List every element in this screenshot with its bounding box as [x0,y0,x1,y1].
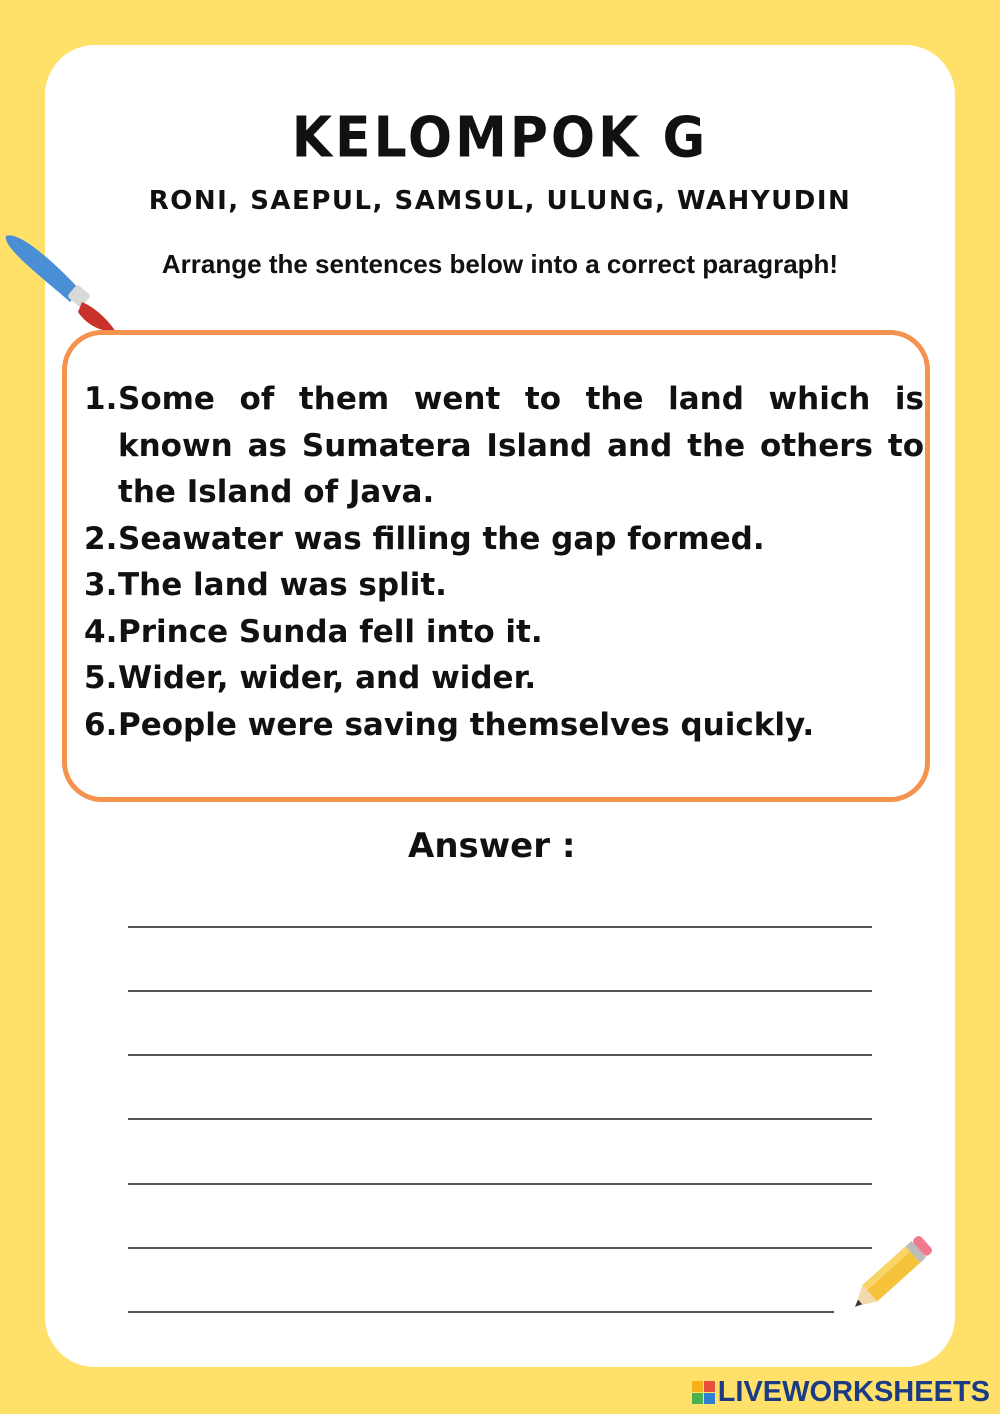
page-title: KELOMPOK G [291,105,709,171]
sentence-text: Seawater was filling the gap formed. [118,520,765,557]
sentence-list [84,376,924,748]
list-item[interactable] [84,702,924,749]
footer-brand[interactable] [692,1376,990,1409]
list-item[interactable] [84,655,924,702]
answer-line-3[interactable] [128,1054,872,1056]
sentence-text: Prince Sunda fell into it. [118,613,543,650]
item-number: 5. [84,660,118,696]
sentence-text: Wider, wider, and wider. [118,660,537,696]
answer-label: Answer : [408,826,576,866]
answer-line-7[interactable] [128,1311,834,1313]
list-item[interactable] [84,376,924,516]
answer-line-1[interactable] [128,926,872,928]
instruction-text: Arrange the sentences below into a correct paragraph! [161,249,839,279]
group-members: RONI, SAEPUL, SAMSUL, ULUNG, WAHYUDIN [148,186,852,216]
list-item[interactable] [84,516,924,563]
pencil-icon [848,1226,943,1318]
list-item[interactable] [84,609,924,656]
sentence-text: The land was split. [118,567,447,603]
item-number: 4. [84,613,118,650]
answer-line-4[interactable] [128,1118,872,1120]
sentence-text: Some of them went to the land which is known as Sumatera Island and the others to the Island of Java. [118,381,924,510]
item-number: 6. [84,706,118,743]
list-item[interactable] [84,562,924,609]
liveworksheets-logo-icon [692,1381,715,1404]
answer-line-5[interactable] [128,1183,872,1185]
item-number: 3. [84,567,118,603]
item-number: 1. [84,381,118,417]
sentence-text: People were saving themselves quickly. [118,706,815,743]
answer-line-2[interactable] [128,990,872,992]
brand-text: LIVEWORKSHEETS [717,1376,990,1408]
item-number: 2. [84,520,118,557]
answer-line-6[interactable] [128,1247,872,1249]
paintbrush-icon [0,228,130,338]
